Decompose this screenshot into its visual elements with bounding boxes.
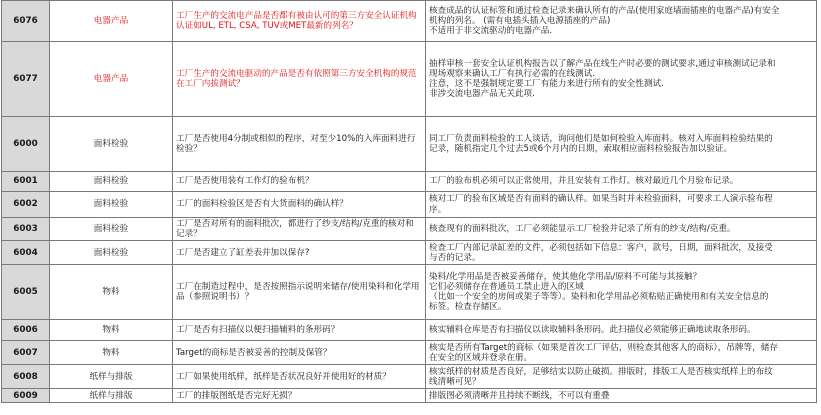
note-line: 序。 (429, 204, 447, 215)
note-line: 核实是否所有Target的商标（如果是首次工厂评估，则检查其他客人的商标），吊牌等，储存 (429, 342, 778, 353)
note-line: 工厂的验布机必须可以正常使用，并且安装有工作灯。核对最近几个月验布记录。 (429, 176, 739, 187)
table-row (2, 192, 817, 218)
item-code: 6008 (2, 365, 50, 389)
item-question: Target的商标是否被妥善的控制及保管？ (173, 341, 426, 365)
item-question: 工厂是否使用4分制或相似的程序，对至少10%的入库面料进行检验？ (173, 117, 426, 172)
item-code: 6009 (2, 389, 50, 403)
note-line: 标签。检查存储区。 (429, 302, 507, 313)
item-question: 工厂的排版图纸是否完好无损？ (173, 389, 426, 403)
item-question: 工厂如果使用纸样，纸样是否状况良好并使用好的材质？ (173, 365, 426, 389)
item-notes (426, 42, 817, 117)
item-question: 工厂是否对所有的面料批次，都进行了纱支/结构/克重的核对和记录？ (173, 218, 426, 241)
note-line: 排版图必须清晰并且持续不断线，不可以有重叠 (429, 390, 610, 401)
note-line: 核对工厂的验布区域是否有面料的确认样。如果当时并未检验面料，可要求工人演示验布程 (429, 194, 773, 205)
note-line: 核查现有的面料批次，工厂必须能显示工厂检验并记录了所有的纱支/结构/克重。 (429, 224, 736, 235)
item-code: 6077 (2, 42, 50, 117)
item-category: 面料检验 (50, 218, 173, 241)
table-row (2, 1, 817, 42)
item-code: 6006 (2, 320, 50, 341)
table-row (2, 341, 817, 365)
item-category: 纸样与排版 (50, 389, 173, 403)
audit-checklist-table (1, 0, 817, 403)
note-line: 检查工厂内部记录缸差的文件，必须包括如下信息：客户，款号，日期，面料批次，及接受 (429, 242, 773, 253)
item-category: 面料检验 (50, 117, 173, 172)
item-question: 工厂是否使用装有工作灯的验布机？ (173, 172, 426, 192)
note-line: 染料/化学用品是否被妥善储存，使其他化学用品/原料不可能与其接触？ (429, 272, 702, 282)
note-line: 在安全的区域并登录在册。 (429, 352, 533, 363)
item-code: 6000 (2, 117, 50, 172)
item-category: 面料检验 (50, 241, 173, 265)
item-category: 面料检验 (50, 172, 173, 192)
item-code: 6004 (2, 241, 50, 265)
item-category: 物料 (50, 265, 173, 320)
table-row (2, 365, 817, 389)
item-question: 工厂生产的交流电驱动的产品是否有依照第三方安全机构的规范在工厂内拔测试？ (173, 42, 426, 117)
item-question: 工厂是否有扫描仪以便扫描辅料的条形码？ (173, 320, 426, 341)
table-row (2, 320, 817, 341)
note-line: 核实辅料仓库是否有扫描仪以读取辅料条形码。此扫描仪必须能够正确地读取条形码。 (429, 325, 756, 336)
item-notes (426, 341, 817, 365)
item-code: 6001 (2, 172, 50, 192)
note-line: 非涉交流电器产品无关此项. (429, 89, 535, 100)
item-code: 6076 (2, 1, 50, 42)
item-question: 工厂生产的交流电产品是否都有被由认可的第三方安全认证机构认证如UL, ETL, CSA, TUV或MET最新的列名？ (173, 1, 426, 42)
note-line: 现场观察来确认工厂有执行必需的在线测试. (429, 68, 596, 79)
table-row (2, 172, 817, 192)
item-question: 工厂是否建立了缸差表并加以保存? (173, 241, 426, 265)
item-notes (426, 1, 817, 42)
item-notes (426, 365, 817, 389)
item-question: 工厂的面料检验区是否有大货面料的确认样？ (173, 192, 426, 218)
note-line: 抽样审核一套安全认证机构报告以了解产品在线生产时必要的测试要求,通过审核测试记录和 (429, 58, 776, 69)
item-question: 工厂在制造过程中，是否按照指示说明来储存/使用染料和化学用品（参照说明书）？ (173, 265, 426, 320)
item-category: 电器产品 (50, 42, 173, 117)
note-line: 它们必须储存在普通员工禁止进入的区域 (429, 282, 584, 293)
item-notes (426, 218, 817, 241)
item-notes (426, 389, 817, 403)
item-notes (426, 192, 817, 218)
note-line: 线清晰可见？ (429, 376, 481, 387)
item-notes (426, 265, 817, 320)
item-category: 面料检验 (50, 192, 173, 218)
item-notes (426, 117, 817, 172)
item-category: 电器产品 (50, 1, 173, 42)
item-code: 6003 (2, 218, 50, 241)
item-code: 6002 (2, 192, 50, 218)
note-line: 机构的列名。 (需有电插头插入电源插座的产品) (429, 15, 611, 26)
item-category: 物料 (50, 341, 173, 365)
note-line: 核实纸样的材质是否良好，足够结实以防止破损。排版时，排版工人是否核实纸样上的布纹 (429, 366, 773, 377)
item-notes (426, 172, 817, 192)
item-notes (426, 241, 817, 265)
item-category: 物料 (50, 320, 173, 341)
note-line: 核查成品的认证标签和通过检查记录来确认所有的产品(使用家庭墙面插座的电器产品)有安全 (429, 5, 780, 16)
table-row (2, 42, 817, 117)
note-line: 记录，随机指定几个过去5或6个月内的日期，索取相应面料检验报告加以验证。 (429, 144, 733, 154)
note-line: 注意，这不是强制规定要工厂有能力来进行所有的安全性测试. (429, 79, 664, 89)
note-line: 与否的记录。 (429, 252, 481, 263)
table-row (2, 241, 817, 265)
item-category: 纸样与排版 (50, 365, 173, 389)
note-line: 同工厂负责面料检验的工人谈话，询问他们是如何检验入库面料。核对入库面料检验结果的 (429, 133, 773, 144)
note-line: （比如一个安全的房间或架子等等）。染料和化学用品必须粘贴正确使用和有关安全信息的 (429, 292, 769, 303)
item-code: 6007 (2, 341, 50, 365)
item-notes (426, 320, 817, 341)
table-row (2, 265, 817, 320)
table-row (2, 389, 817, 403)
table-row (2, 218, 817, 241)
note-line: 不适用于非交流驱动的电器产品. (429, 26, 553, 37)
item-code: 6005 (2, 265, 50, 320)
table-row (2, 117, 817, 172)
